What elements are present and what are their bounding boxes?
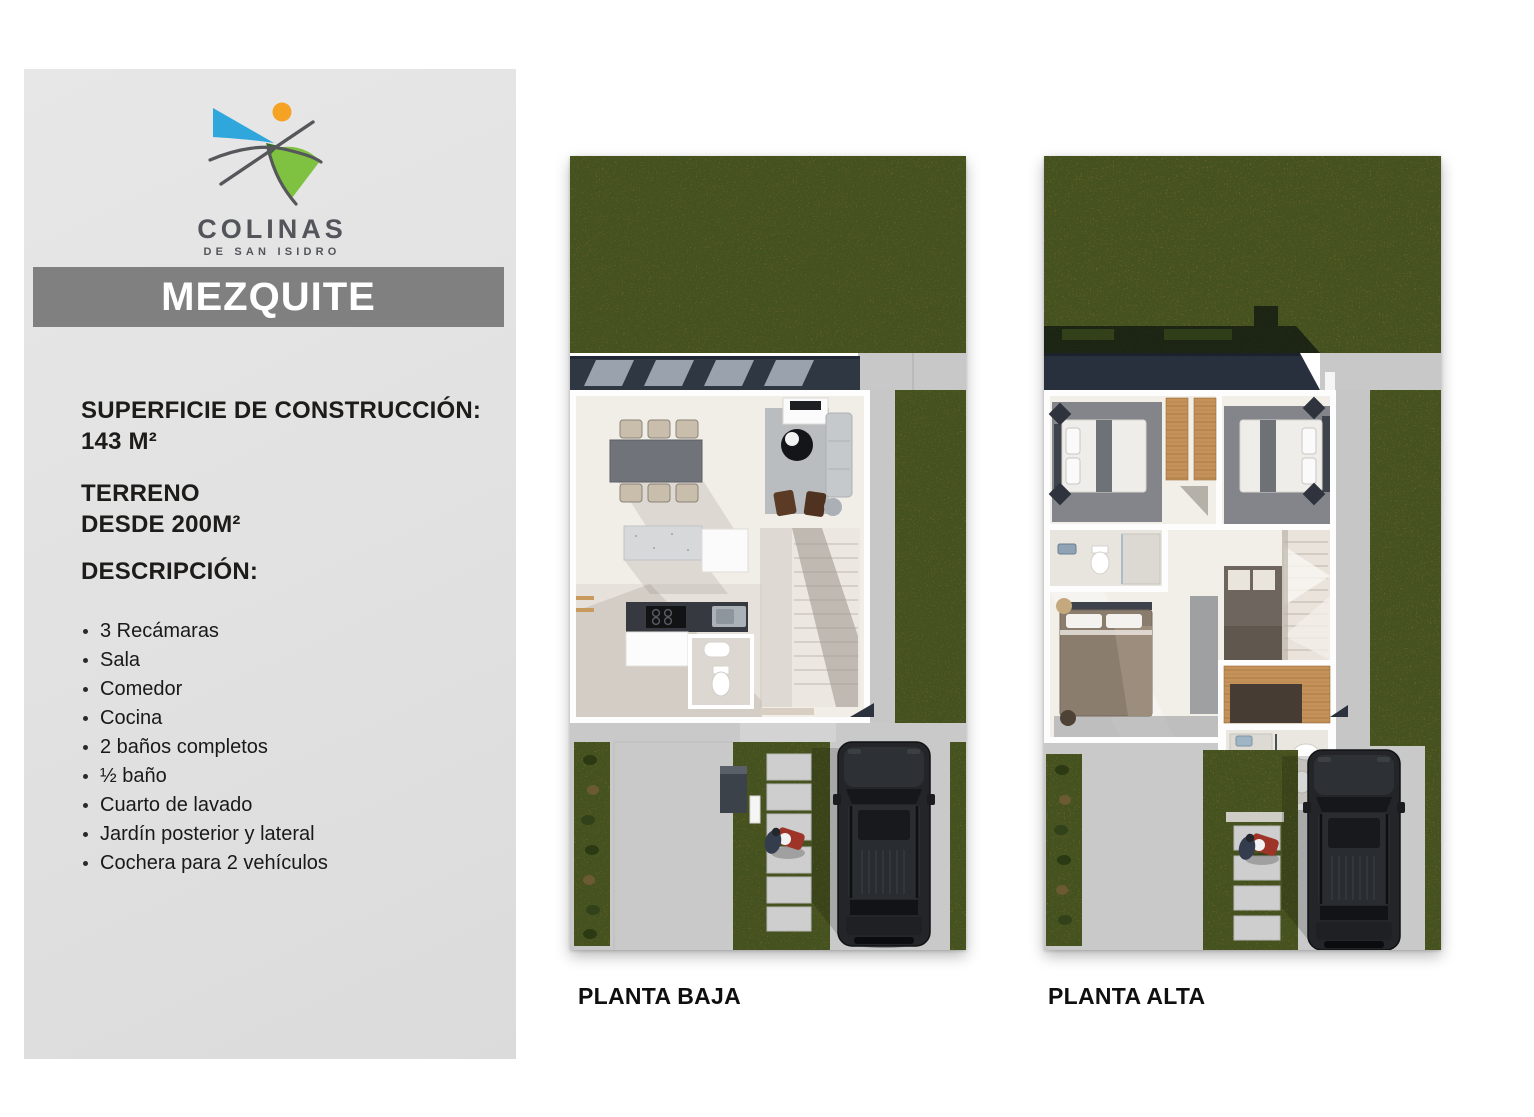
info-panel — [24, 69, 516, 1059]
staircase — [1282, 530, 1330, 660]
ground-floor-render — [570, 156, 966, 950]
feature-item: Cochera para 2 vehículos — [81, 849, 328, 878]
land-label: TERRENO — [81, 480, 200, 507]
brand-tagline: DE SAN ISIDRO — [203, 246, 341, 258]
roof-band — [1044, 353, 1320, 390]
description-heading: DESCRIPCIÓN: — [81, 558, 259, 585]
pergola-roof — [570, 356, 860, 390]
upper-floor-render — [1044, 156, 1441, 950]
side-walk — [858, 353, 966, 390]
land-value: DESDE 200M² — [81, 511, 241, 538]
construction-value: 143 M² — [81, 428, 157, 455]
lateral-path — [1336, 390, 1370, 750]
lateral-garden-grass — [895, 390, 966, 723]
feature-item: Cuarto de lavado — [81, 791, 328, 820]
colinas-logo-icon — [206, 98, 334, 208]
lateral-path — [870, 390, 895, 723]
gate-post — [750, 796, 760, 823]
upper-floor-label: PLANTA ALTA — [1048, 983, 1206, 1009]
feature-item: Cocina — [81, 704, 328, 733]
tv-area — [1224, 566, 1282, 660]
construction-label: SUPERFICIE DE CONSTRUCCIÓN: — [81, 397, 482, 424]
feature-item: Jardín posterior y lateral — [81, 820, 328, 849]
suv-top-view — [812, 742, 935, 948]
ground-floor-label: PLANTA BAJA — [578, 983, 742, 1009]
features-list — [81, 617, 328, 878]
ground-floor-plan-image — [570, 156, 966, 950]
feature-item: 2 baños completos — [81, 733, 328, 762]
logo-sun-icon — [273, 103, 292, 122]
feature-item: 3 Recámaras — [81, 617, 328, 646]
construction-spec — [81, 395, 481, 457]
feature-item: Sala — [81, 646, 328, 675]
land-spec — [81, 478, 241, 540]
back-garden-grass — [1044, 156, 1441, 353]
brand-logo — [24, 98, 516, 258]
dining-table-set — [610, 420, 702, 502]
back-garden-grass — [570, 156, 966, 353]
bedroom-2 — [1224, 397, 1330, 524]
model-name: MEZQUITE — [161, 274, 376, 319]
model-title-band — [33, 267, 504, 327]
feature-item: Comedor — [81, 675, 328, 704]
feature-item: ½ baño — [81, 762, 328, 791]
bedroom-1 — [1049, 402, 1162, 522]
brand-name: COLINAS — [197, 214, 347, 244]
walkin-closet — [1224, 666, 1348, 723]
side-walk — [1320, 353, 1441, 390]
logo-blue-hill-icon — [213, 108, 274, 143]
suv-top-view — [1282, 750, 1405, 950]
upper-floor-plan-image — [1044, 156, 1441, 950]
half-bathroom — [690, 636, 752, 707]
entry-mat — [760, 708, 814, 715]
staircase — [792, 528, 860, 707]
